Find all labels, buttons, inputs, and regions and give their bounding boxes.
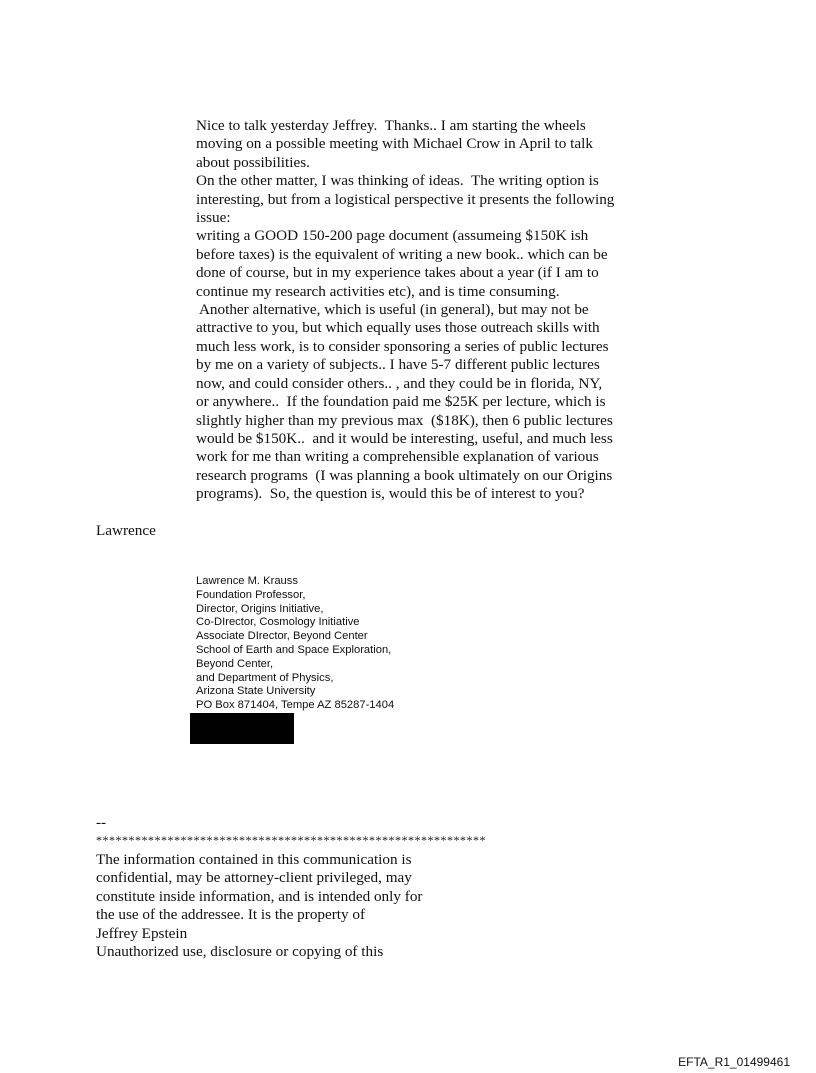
body-line: interesting, but from a logistical perspective it presents the following: [196, 190, 615, 208]
body-line: writing a GOOD 150-200 page document (assumeing $150K ish: [196, 227, 589, 245]
body-line: programs). So, the question is, would this be of interest to you?: [196, 485, 585, 503]
disclaimer-line: the use of the addressee. It is the property of: [96, 906, 366, 924]
signature-address: PO Box 871404, Tempe AZ 85287-1404: [196, 699, 395, 712]
signature-line: Arizona State University: [196, 685, 316, 698]
body-line: much less work, is to consider sponsoring a series of public lectures: [196, 337, 609, 355]
body-line: attractive to you, but which equally uses those outreach skills with: [196, 319, 600, 337]
body-line: about possibilities.: [196, 153, 310, 171]
body-line: before taxes) is the equivalent of writing a new book.. which can be: [196, 245, 608, 263]
signature-line: Beyond Center,: [196, 657, 274, 670]
body-line: moving on a possible meeting with Michael Crow in April to talk: [196, 135, 593, 153]
disclaimer-line: The information contained in this communication is: [96, 851, 412, 868]
body-line: or anywhere.. If the foundation paid me $25K per lecture, which is: [196, 393, 606, 411]
signature-line: and Department of Physics,: [196, 671, 334, 684]
redaction-block: [190, 713, 294, 744]
body-line: would be $150K.. and it would be interesting, useful, and much less: [196, 429, 613, 447]
body-line: by me on a variety of subjects.. I have 5-7 different public lectures: [196, 356, 600, 374]
document-id: EFTA_R1_01499461: [678, 1055, 790, 1069]
disclaimer-line: Unauthorized use, disclosure or copying of this: [96, 943, 384, 961]
signature-line: Foundation Professor,: [196, 588, 306, 601]
body-line: issue:: [196, 209, 231, 227]
separator-stars: ************************************************************: [96, 833, 486, 847]
email-signature: [196, 575, 394, 713]
signature-name: Lawrence M. Krauss: [196, 575, 298, 587]
email-body: [196, 117, 646, 504]
body-line: work for me than writing a comprehensible explanation of various: [196, 448, 599, 466]
signature-line: Co-DIrector, Cosmology Initiative: [196, 616, 360, 629]
signature-line: School of Earth and Space Exploration,: [196, 643, 392, 656]
disclaimer-line: confidential, may be attorney-client privileged, may: [96, 869, 412, 887]
signature-line: Director, Origins Initiative,: [196, 602, 324, 615]
body-line: Another alternative, which is useful (in general), but may not be: [196, 301, 589, 319]
body-line: done of course, but in my experience takes about a year (if I am to: [196, 264, 599, 282]
body-line: now, and could consider others.. , and they could be in florida, NY,: [196, 374, 603, 392]
body-line: On the other matter, I was thinking of ideas. The writing option is: [196, 172, 599, 190]
disclaimer-line: constitute inside information, and is intended only for: [96, 887, 423, 905]
body-line: continue my research activities etc), and is time consuming.: [196, 282, 560, 300]
disclaimer-footer: [96, 814, 486, 961]
disclaimer-line: Jeffrey Epstein: [96, 924, 188, 942]
separator-dashes: --: [96, 814, 107, 831]
body-line: Nice to talk yesterday Jeffrey. Thanks.. I am starting the wheels: [196, 117, 586, 134]
signature-line: Associate DIrector, Beyond Center: [196, 630, 368, 643]
body-line: slightly higher than my previous max ($18K), then 6 public lectures: [196, 411, 613, 429]
body-line: research programs (I was planning a book ultimately on our Origins: [196, 466, 613, 484]
signoff: Lawrence: [96, 522, 156, 539]
